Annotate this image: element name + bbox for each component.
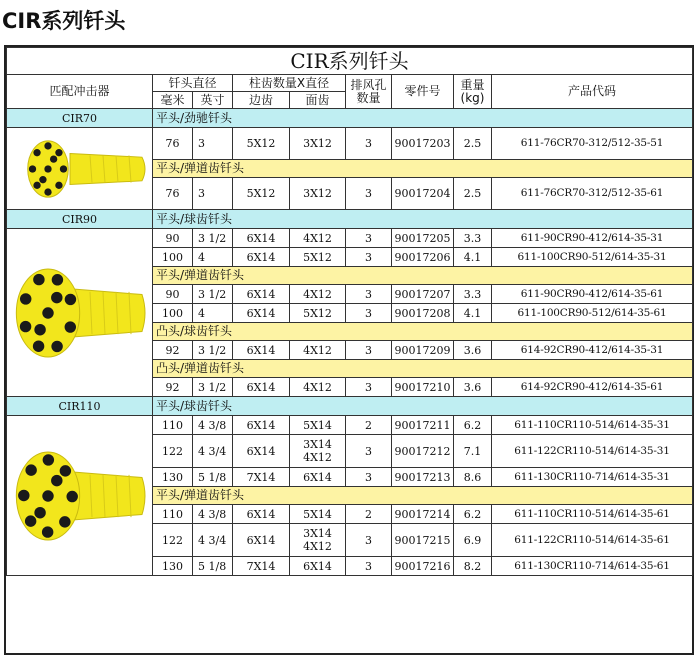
cell-face: 6X14 bbox=[290, 468, 346, 487]
cell-code: 611-122CR110-514/614-35-61 bbox=[492, 524, 693, 557]
cell-mm: 76 bbox=[153, 178, 193, 210]
cell-face bbox=[290, 435, 346, 468]
cell-inch: 4 bbox=[193, 248, 233, 267]
face-count-2: 4X12 bbox=[303, 540, 332, 553]
cell-weight: 6.2 bbox=[454, 416, 492, 435]
cell-inch: 4 3/8 bbox=[193, 416, 233, 435]
drill-bit-cir70-image bbox=[7, 128, 153, 210]
cell-part-no: 90017206 bbox=[392, 248, 454, 267]
cell-face: 3X12 bbox=[290, 128, 346, 160]
cell-part-no: 90017204 bbox=[392, 178, 454, 210]
cell-inch: 3 1/2 bbox=[193, 229, 233, 248]
header-inch: 英寸 bbox=[193, 92, 233, 109]
cell-part-no: 90017203 bbox=[392, 128, 454, 160]
cell-code: 611-110CR110-514/614-35-31 bbox=[492, 416, 693, 435]
cell-mm: 92 bbox=[153, 378, 193, 397]
cell-gauge: 6X14 bbox=[233, 341, 290, 360]
cell-code: 611-100CR90-512/614-35-61 bbox=[492, 304, 693, 323]
cell-mm: 100 bbox=[153, 248, 193, 267]
cell-inch: 5 1/8 bbox=[193, 557, 233, 576]
table-row bbox=[7, 128, 693, 160]
cell-face: 3X12 bbox=[290, 178, 346, 210]
face-count-1: 3X14 bbox=[303, 527, 332, 540]
cell-inch: 3 1/2 bbox=[193, 341, 233, 360]
cell-gauge: 6X14 bbox=[233, 378, 290, 397]
cell-inch: 3 1/2 bbox=[193, 285, 233, 304]
cell-code: 611-90CR90-412/614-35-61 bbox=[492, 285, 693, 304]
cell-gauge: 6X14 bbox=[233, 229, 290, 248]
cell-inch: 3 bbox=[193, 178, 233, 210]
cell-inch: 4 3/4 bbox=[193, 524, 233, 557]
cell-inch: 5 1/8 bbox=[193, 468, 233, 487]
cell-code: 611-100CR90-512/614-35-31 bbox=[492, 248, 693, 267]
cell-flush: 3 bbox=[346, 178, 392, 210]
header-part-no: 零件号 bbox=[392, 75, 454, 109]
header-hammer: 匹配冲击器 bbox=[7, 75, 153, 109]
cell-weight: 2.5 bbox=[454, 178, 492, 210]
cell-gauge: 6X14 bbox=[233, 304, 290, 323]
cell-part-no: 90017216 bbox=[392, 557, 454, 576]
cell-gauge: 7X14 bbox=[233, 557, 290, 576]
cell-mm: 122 bbox=[153, 524, 193, 557]
header-diameter: 钎头直径 bbox=[153, 75, 233, 92]
cell-weight: 7.1 bbox=[454, 435, 492, 468]
cell-mm: 110 bbox=[153, 416, 193, 435]
cell-flush: 3 bbox=[346, 557, 392, 576]
cell-gauge: 6X14 bbox=[233, 248, 290, 267]
cell-face bbox=[290, 524, 346, 557]
cell-face: 4X12 bbox=[290, 378, 346, 397]
cell-part-no: 90017210 bbox=[392, 378, 454, 397]
section-label: 平头/弹道齿钎头 bbox=[153, 267, 693, 285]
cell-gauge: 5X12 bbox=[233, 178, 290, 210]
section-label: 平头/弹道齿钎头 bbox=[153, 487, 693, 505]
cell-code: 614-92CR90-412/614-35-61 bbox=[492, 378, 693, 397]
face-count-2: 4X12 bbox=[303, 451, 332, 464]
cell-flush: 3 bbox=[346, 341, 392, 360]
cell-flush: 3 bbox=[346, 435, 392, 468]
cell-weight: 2.5 bbox=[454, 128, 492, 160]
cell-weight: 3.6 bbox=[454, 341, 492, 360]
cell-gauge: 6X14 bbox=[233, 524, 290, 557]
table-title: CIR系列钎头 bbox=[7, 48, 693, 75]
cell-code: 611-76CR70-312/512-35-61 bbox=[492, 178, 693, 210]
cell-inch: 3 1/2 bbox=[193, 378, 233, 397]
cell-mm: 90 bbox=[153, 229, 193, 248]
cell-gauge: 7X14 bbox=[233, 468, 290, 487]
cell-weight: 3.6 bbox=[454, 378, 492, 397]
section-label: 凸头/球齿钎头 bbox=[153, 323, 693, 341]
cell-code: 611-76CR70-312/512-35-51 bbox=[492, 128, 693, 160]
header-face: 面齿 bbox=[290, 92, 346, 109]
model-label-cir70: CIR70 bbox=[7, 109, 153, 128]
header-mm: 毫米 bbox=[153, 92, 193, 109]
cell-part-no: 90017214 bbox=[392, 505, 454, 524]
cell-part-no: 90017209 bbox=[392, 341, 454, 360]
table-row bbox=[7, 229, 693, 248]
cell-face: 4X12 bbox=[290, 341, 346, 360]
drill-bit-cir90-image bbox=[7, 229, 153, 397]
cell-flush: 2 bbox=[346, 416, 392, 435]
cell-weight: 3.3 bbox=[454, 285, 492, 304]
cell-mm: 100 bbox=[153, 304, 193, 323]
model-label-cir90: CIR90 bbox=[7, 210, 153, 229]
cell-inch: 4 3/4 bbox=[193, 435, 233, 468]
spec-table bbox=[6, 47, 693, 576]
cell-code: 611-130CR110-714/614-35-31 bbox=[492, 468, 693, 487]
cell-gauge: 6X14 bbox=[233, 435, 290, 468]
cell-flush: 3 bbox=[346, 128, 392, 160]
cell-mm: 130 bbox=[153, 557, 193, 576]
cell-gauge: 6X14 bbox=[233, 285, 290, 304]
cell-code: 611-90CR90-412/614-35-31 bbox=[492, 229, 693, 248]
cell-weight: 6.9 bbox=[454, 524, 492, 557]
cell-code: 611-122CR110-514/614-35-31 bbox=[492, 435, 693, 468]
cell-flush: 3 bbox=[346, 378, 392, 397]
cell-face: 5X12 bbox=[290, 248, 346, 267]
cell-flush: 3 bbox=[346, 248, 392, 267]
cell-gauge: 6X14 bbox=[233, 416, 290, 435]
cell-flush: 3 bbox=[346, 285, 392, 304]
cell-part-no: 90017213 bbox=[392, 468, 454, 487]
cell-gauge: 6X14 bbox=[233, 505, 290, 524]
cell-weight: 6.2 bbox=[454, 505, 492, 524]
cell-flush: 3 bbox=[346, 468, 392, 487]
cell-flush: 3 bbox=[346, 229, 392, 248]
cell-weight: 8.6 bbox=[454, 468, 492, 487]
cell-part-no: 90017208 bbox=[392, 304, 454, 323]
cell-inch: 4 3/8 bbox=[193, 505, 233, 524]
cell-part-no: 90017207 bbox=[392, 285, 454, 304]
cell-mm: 130 bbox=[153, 468, 193, 487]
cell-face: 5X12 bbox=[290, 304, 346, 323]
cell-mm: 92 bbox=[153, 341, 193, 360]
table-row bbox=[7, 416, 693, 435]
cell-inch: 4 bbox=[193, 304, 233, 323]
cell-weight: 8.2 bbox=[454, 557, 492, 576]
section-label: 凸头/弹道齿钎头 bbox=[153, 360, 693, 378]
cell-mm: 110 bbox=[153, 505, 193, 524]
header-weight: 重量 (kg) bbox=[454, 75, 492, 109]
cell-weight: 3.3 bbox=[454, 229, 492, 248]
cell-face: 5X14 bbox=[290, 505, 346, 524]
header-gauge: 边齿 bbox=[233, 92, 290, 109]
cell-part-no: 90017215 bbox=[392, 524, 454, 557]
cell-flush: 3 bbox=[346, 524, 392, 557]
cell-face: 5X14 bbox=[290, 416, 346, 435]
cell-face: 6X14 bbox=[290, 557, 346, 576]
cell-flush: 2 bbox=[346, 505, 392, 524]
cell-part-no: 90017212 bbox=[392, 435, 454, 468]
cell-weight: 4.1 bbox=[454, 304, 492, 323]
model-label-cir110: CIR110 bbox=[7, 397, 153, 416]
face-count-1: 3X14 bbox=[303, 438, 332, 451]
cell-code: 614-92CR90-412/614-35-31 bbox=[492, 341, 693, 360]
section-label: 平头/球齿钎头 bbox=[153, 210, 693, 229]
section-label: 平头/弹道齿钎头 bbox=[153, 160, 693, 178]
cell-code: 611-110CR110-514/614-35-61 bbox=[492, 505, 693, 524]
page-heading: CIR系列钎头 bbox=[2, 9, 126, 33]
cell-weight: 4.1 bbox=[454, 248, 492, 267]
drill-bit-cir110-image bbox=[7, 416, 153, 576]
cell-face: 4X12 bbox=[290, 229, 346, 248]
cell-flush: 3 bbox=[346, 304, 392, 323]
cell-part-no: 90017205 bbox=[392, 229, 454, 248]
cell-code: 611-130CR110-714/614-35-61 bbox=[492, 557, 693, 576]
cell-part-no: 90017211 bbox=[392, 416, 454, 435]
header-buttons: 柱齿数量X直径 bbox=[233, 75, 346, 92]
cell-gauge: 5X12 bbox=[233, 128, 290, 160]
cell-mm: 90 bbox=[153, 285, 193, 304]
section-label: 平头/球齿钎头 bbox=[153, 397, 693, 416]
cell-mm: 122 bbox=[153, 435, 193, 468]
cell-mm: 76 bbox=[153, 128, 193, 160]
section-label: 平头/劲驰钎头 bbox=[153, 109, 693, 128]
cell-inch: 3 bbox=[193, 128, 233, 160]
header-flush: 排风孔 数量 bbox=[346, 75, 392, 109]
header-code: 产品代码 bbox=[492, 75, 693, 109]
cell-face: 4X12 bbox=[290, 285, 346, 304]
